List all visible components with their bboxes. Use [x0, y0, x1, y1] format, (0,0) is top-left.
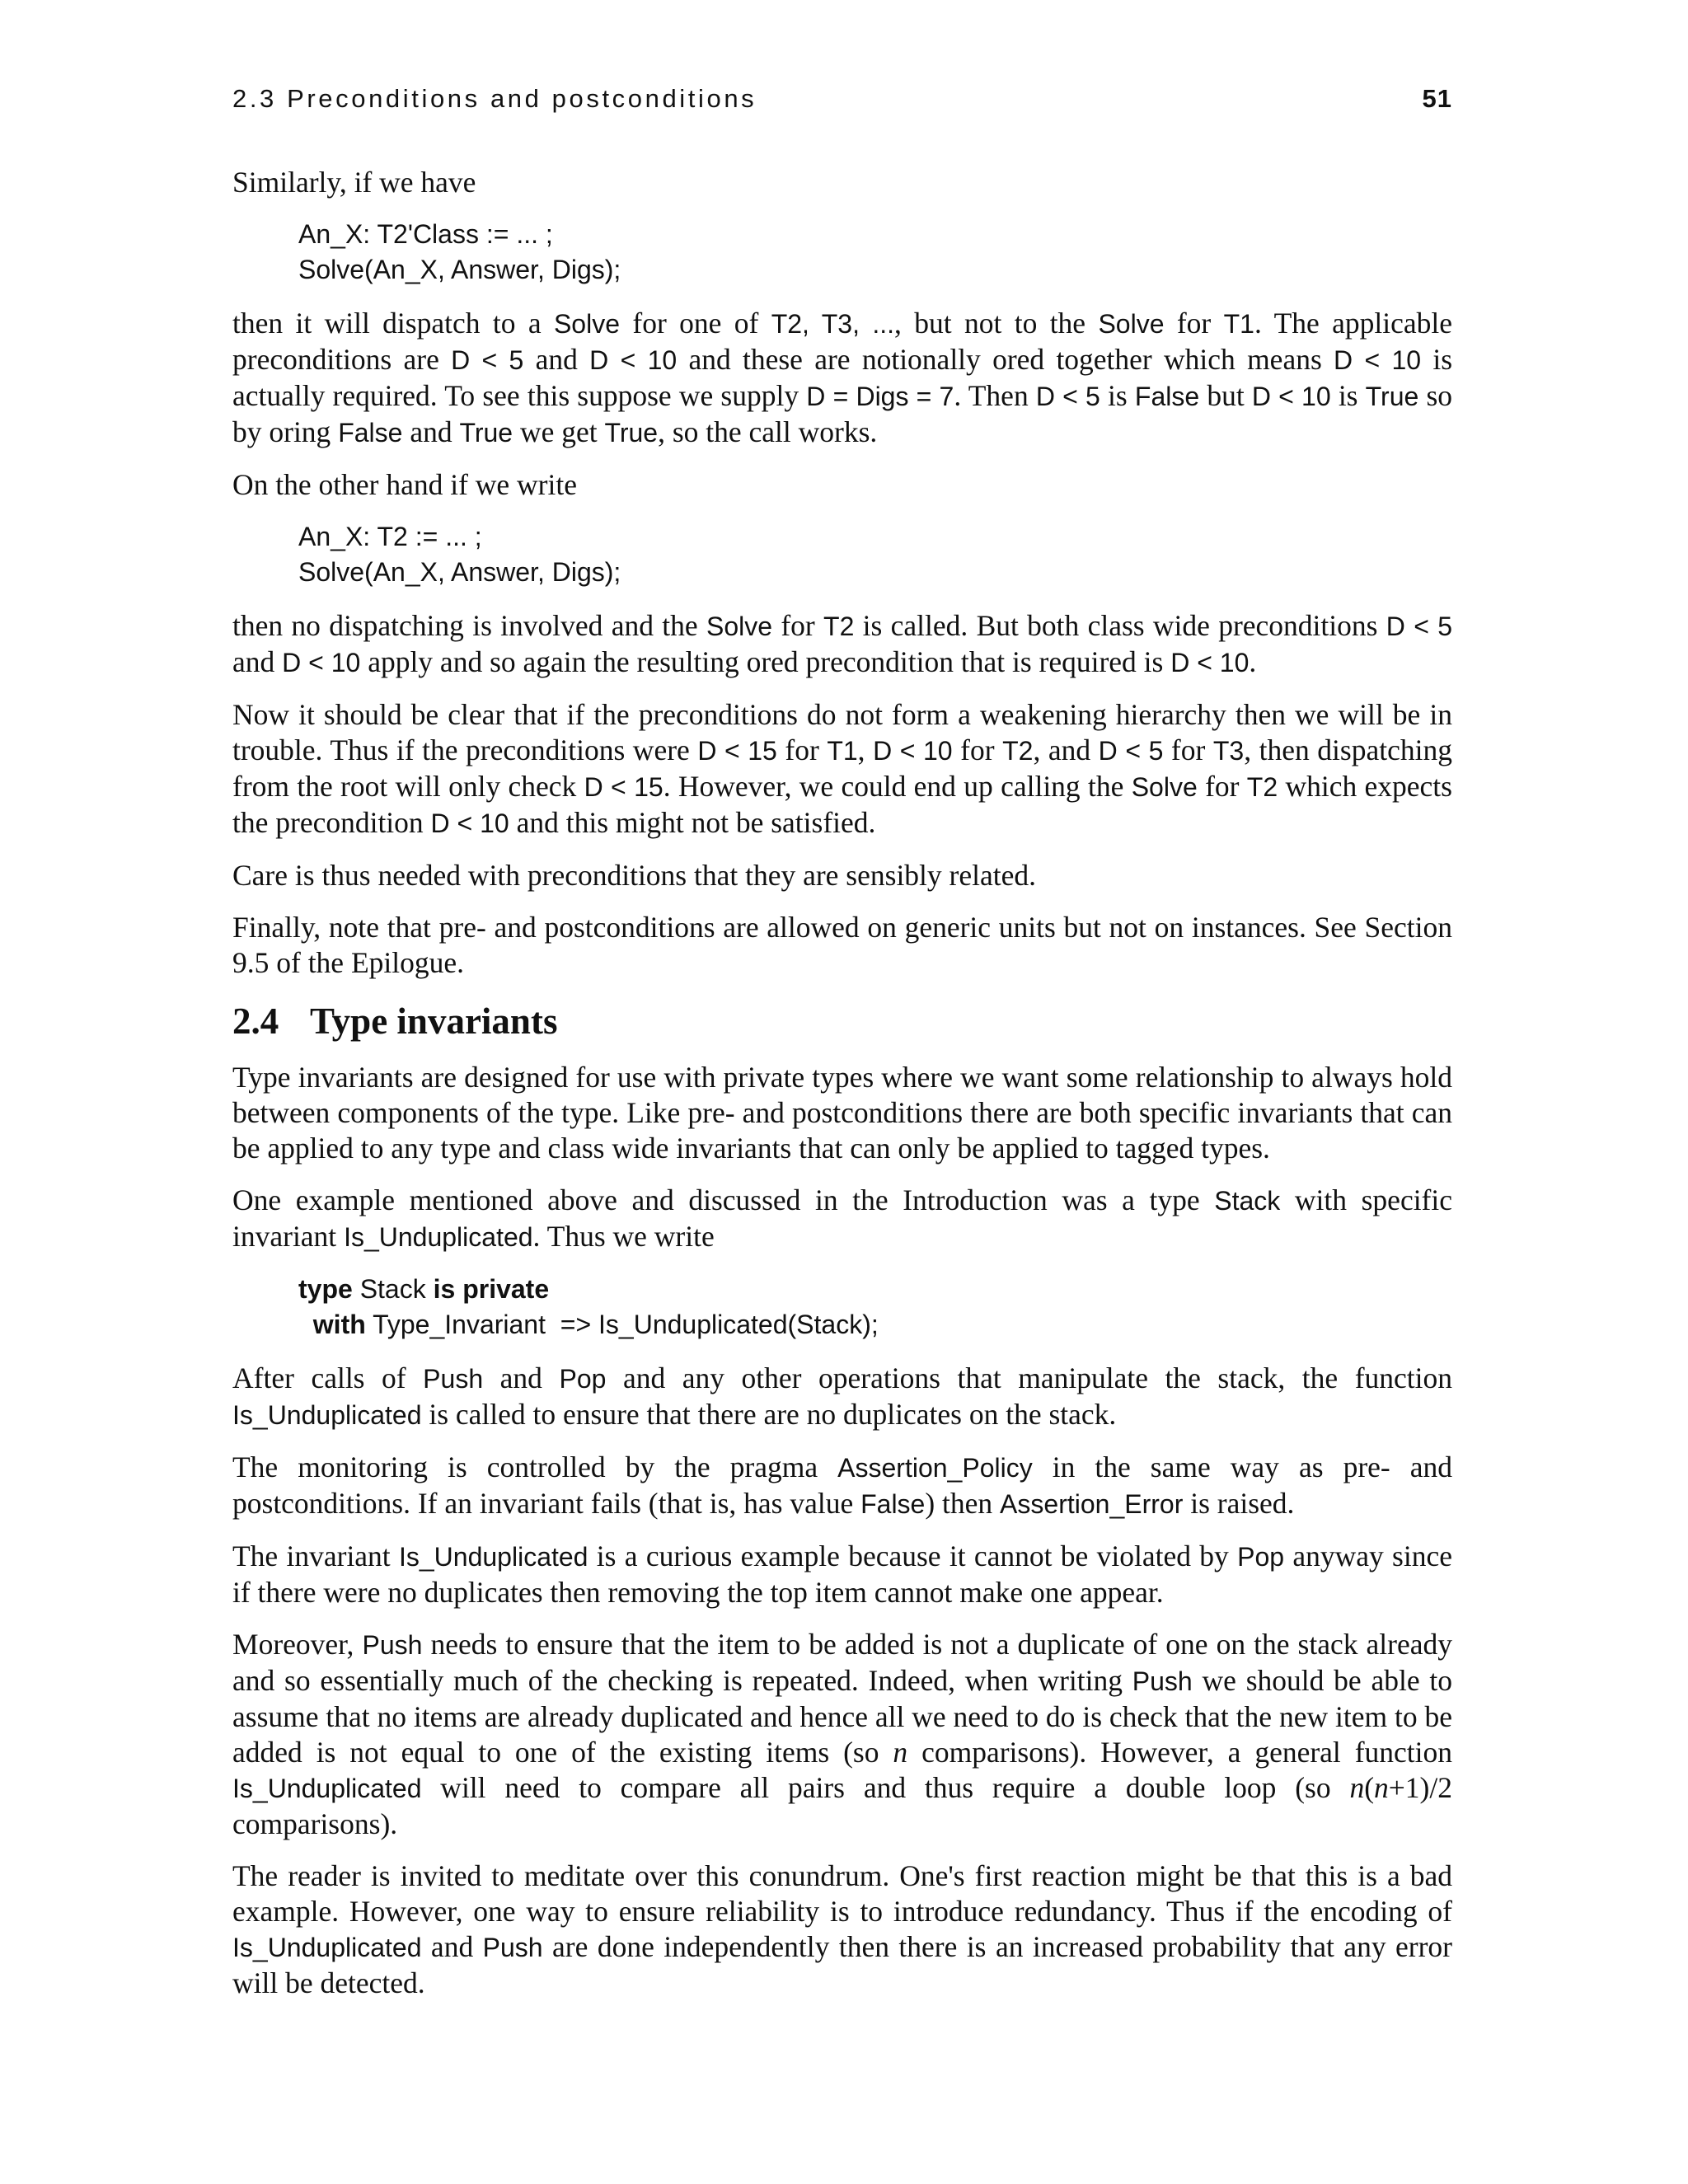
inline-code: True: [1365, 382, 1419, 411]
inline-code: Solve: [706, 612, 773, 641]
code-line: with Type_Invariant => Is_Unduplicated(Stack);: [312, 1310, 879, 1339]
inline-code: D < 10: [589, 345, 678, 375]
inline-code: D < 10: [1251, 382, 1331, 411]
inline-code: T2: [1002, 736, 1034, 766]
inline-code: Is_Unduplicated: [232, 1933, 422, 1962]
inline-code: False: [860, 1489, 926, 1519]
math-variable: n: [1349, 1771, 1365, 1804]
running-header: [232, 81, 1452, 117]
math-variable: n: [1374, 1771, 1389, 1804]
math-variable: n: [893, 1736, 908, 1769]
section-heading: [232, 999, 1452, 1043]
code-line: An_X: T2'Class := ... ;: [298, 219, 553, 249]
inline-code: D < 10: [282, 648, 361, 677]
inline-code: D < 5: [1386, 612, 1452, 641]
inline-code: Push: [362, 1630, 423, 1660]
inline-code: T2, T3, ...: [771, 309, 895, 339]
paragraph: Now it should be clear that if the preconditions do not form a weakening hierarchy then we will be in trouble. Thus if the preconditions were D < 15 for T1, D < 10 for T2, and D < 5 for T3, then dispatching from the root will only check D < 15. However, we could end up calling the Solve for T2 which expects the precondition D < 10 and this might not be satisfied.: [232, 698, 1452, 839]
paragraph: The monitoring is controlled by the pragma Assertion_Policy in the same way as pre- and postconditions. If an invariant fails (that is, has value False) then Assertion_Error is raised.: [232, 1451, 1453, 1520]
inline-code: T1: [1223, 309, 1254, 339]
inline-code: Stack: [1214, 1186, 1281, 1216]
page-number: 51: [1422, 84, 1452, 113]
inline-code: D < 10: [873, 736, 953, 766]
paragraph: Care is thus needed with preconditions that they are sensibly related.: [232, 859, 1036, 892]
code-line: type Stack is private: [298, 1274, 550, 1304]
paragraph: The invariant Is_Unduplicated is a curious example because it cannot be violated by Pop anyway since if there were no duplicates then removing the top item cannot make one appear.: [232, 1540, 1452, 1609]
inline-code: Pop: [1237, 1542, 1285, 1572]
inline-code: D = Digs = 7: [806, 382, 954, 411]
keyword: type: [298, 1274, 353, 1304]
code-line: Solve(An_X, Answer, Digs);: [298, 255, 621, 284]
paragraph: The reader is invited to meditate over this conundrum. One's first reaction might be that this is a bad example. However, one way to ensure reliability is to introduce redundancy. Thus if the encoding of Is_Unduplicated and Push are done independently then there is an increased probability that any error will be detected.: [232, 1859, 1452, 1999]
keyword: with: [312, 1310, 366, 1339]
inline-code: False: [1134, 382, 1200, 411]
paragraph: One example mentioned above and discussed in the Introduction was a type Stack with specific invariant Is_Unduplicated. Thus we write: [232, 1183, 1453, 1253]
section-title: Type invariants: [310, 1001, 558, 1042]
paragraph: Moreover, Push needs to ensure that the item to be added is not a duplicate of one on the stack already and so essentially much of the checking is repeated. Indeed, when writing Push we should be able to assume that no items are already duplicated and hence all we need to do is check that the new item to be added is not equal to one of the existing items (so n comparisons). However, a general function Is_Unduplicated will need to compare all pairs and thus require a double loop (so n(n+1)/2 comparisons).: [232, 1628, 1453, 1840]
code-line: An_X: T2 := ... ;: [298, 522, 482, 551]
inline-code: Is_Unduplicated: [398, 1542, 588, 1572]
inline-code: Is_Unduplicated: [344, 1222, 533, 1252]
inline-code: D < 5: [1035, 382, 1100, 411]
inline-code: T2: [1246, 772, 1278, 802]
inline-code: Solve: [1098, 309, 1165, 339]
running-header-section: 2.3 Preconditions and postconditions: [232, 84, 757, 113]
paragraph: Similarly, if we have: [232, 166, 476, 199]
paragraph: then no dispatching is involved and the Solve for T2 is called. But both class wide preconditions D < 5 and D < 10 apply and so again the resulting ored precondition that is required is D < 10.: [232, 609, 1452, 678]
inline-code: Solve: [1131, 772, 1198, 802]
section-number: 2.4: [232, 1001, 279, 1042]
inline-code: Assertion_Policy: [837, 1453, 1033, 1483]
inline-code: True: [604, 418, 659, 448]
inline-code: Assertion_Error: [1000, 1489, 1184, 1519]
inline-code: D < 15: [584, 772, 663, 802]
inline-code: Push: [1132, 1666, 1193, 1696]
code-block: [298, 1272, 1452, 1343]
inline-code: T3: [1212, 736, 1245, 766]
inline-code: D < 5: [1098, 736, 1164, 766]
inline-code: Push: [482, 1933, 543, 1962]
inline-code: T2: [823, 612, 855, 641]
code-block: [298, 217, 1452, 288]
paragraph: After calls of Push and Pop and any other operations that manipulate the stack, the function Is_Unduplicated is called to ensure that there are no duplicates on the stack.: [232, 1361, 1452, 1431]
inline-code: Solve: [553, 309, 620, 339]
keyword: is private: [433, 1274, 550, 1304]
inline-code: D < 15: [697, 736, 777, 766]
code-block: [298, 519, 1452, 590]
code-line: Solve(An_X, Answer, Digs);: [298, 557, 621, 587]
inline-code: Push: [423, 1364, 484, 1394]
inline-code: D < 10: [1170, 648, 1250, 677]
paragraph: then it will dispatch to a Solve for one of T2, T3, ..., but not to the Solve for T1. The applicable preconditions are D < 5 and D < 10 and these are notionally ored together which means D < 10 is actually required. To see this suppose we supply D = Digs = 7. Then D < 5 is False but D < 10 is True so by oring False and True we get True, so the call works.: [232, 307, 1453, 448]
inline-code: D < 5: [451, 345, 524, 375]
inline-code: Pop: [559, 1364, 607, 1394]
inline-code: Is_Unduplicated: [232, 1774, 422, 1803]
paragraph: Type invariants are designed for use with private types where we want some relationship to always hold between components of the type. Like pre- and postconditions there are both specific invariants that can be applied to any type and class wide invariants that can only be applied to tagged types.: [232, 1061, 1452, 1165]
inline-code: D < 10: [430, 808, 509, 838]
paragraph: On the other hand if we write: [232, 468, 577, 501]
page-body: [232, 165, 1452, 2018]
inline-code: False: [338, 418, 403, 448]
inline-code: True: [459, 418, 513, 448]
paragraph: Finally, note that pre- and postconditions are allowed on generic units but not on instances. See Section 9.5 of the Epilogue.: [232, 911, 1452, 979]
inline-code: D < 10: [1334, 345, 1422, 375]
inline-code: Is_Unduplicated: [232, 1400, 422, 1430]
inline-code: T1: [827, 736, 858, 766]
